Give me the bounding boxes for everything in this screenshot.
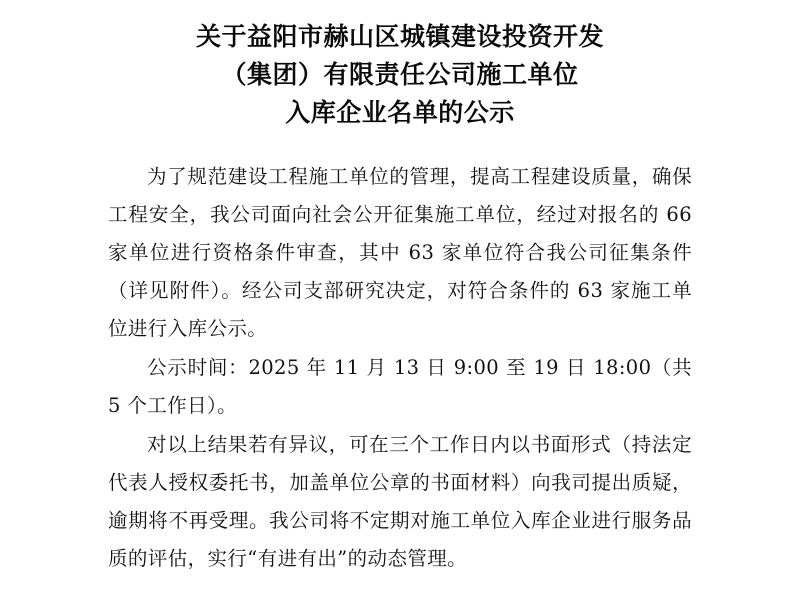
paragraph-2: 公示时间：2025 年 11 月 13 日 9:00 至 19 日 18:00（共 5 个工作日）。 xyxy=(108,356,692,417)
title-line-2: （集团）有限责任公司施工单位 xyxy=(221,60,579,89)
title-line-3: 入库企业名单的公示 xyxy=(285,98,515,127)
paragraph-3: 对以上结果若有异议，可在三个工作日内以书面形式（持法定代表人授权委托书，加盖单位公章的书面材料）向我司提出质疑，逾期将不再受理。我公司将不定期对施工单位入库企业进行服务品质的评估，实行“有进有出”的动态管理。 xyxy=(108,433,692,570)
page-title xyxy=(108,18,692,132)
document-body xyxy=(108,158,692,578)
paragraph-1: 为了规范建设工程施工单位的管理，提高工程建设质量，确保工程安全，我公司面向社会公开征集施工单位，经过对报名的 66 家单位进行资格条件审查，其中 63 家单位符合我公司征集条件（详见附件）。经公司支部研究决定，对符合条件的 63 家施工单位进行入库公示。 xyxy=(108,165,692,340)
title-line-1: 关于益阳市赫山区城镇建设投资开发 xyxy=(195,22,604,51)
